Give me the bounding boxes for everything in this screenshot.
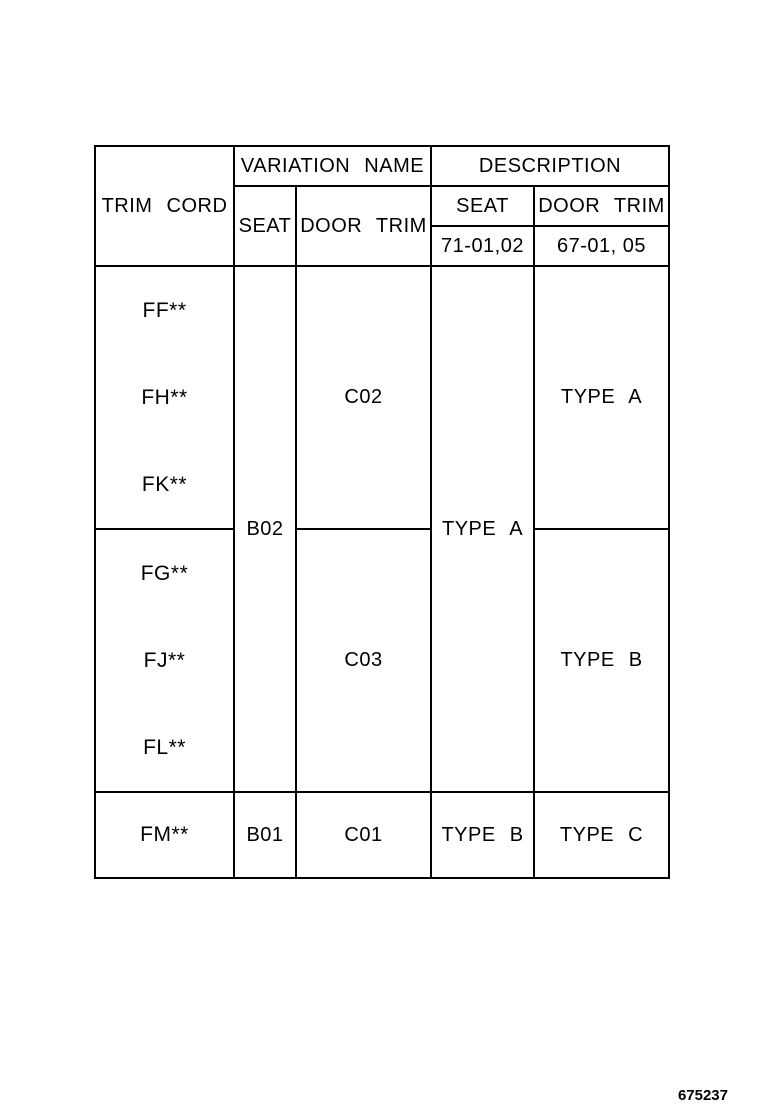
seat-part-number: 71-01,02 <box>431 226 534 266</box>
trim-code: FH** <box>141 386 188 409</box>
door-trim-variation-last: C01 <box>296 792 431 878</box>
trim-code-last: FM** <box>95 792 234 878</box>
shared-seat-type: TYPE A <box>431 266 534 792</box>
door-trim-part-number: 67-01, 05 <box>534 226 669 266</box>
drawing-id: 675237 <box>677 1087 728 1104</box>
door-trim-type-group-2: TYPE B <box>534 529 669 792</box>
variation-door-trim-header: DOOR TRIM <box>296 186 431 266</box>
header-row-1 <box>95 146 669 186</box>
trim-code: FG** <box>140 562 189 585</box>
door-trim-type-last: TYPE C <box>534 792 669 878</box>
trim-code: FJ** <box>143 649 186 672</box>
trim-code: FF** <box>142 299 187 322</box>
variation-seat-header: SEAT <box>234 186 296 266</box>
trim-code: FL** <box>143 736 186 759</box>
trim-code-cell-group-1 <box>95 266 234 529</box>
seat-variation-last: B01 <box>234 792 296 878</box>
description-seat-header: SEAT <box>431 186 534 226</box>
trim-code-cell-group-2 <box>95 529 234 792</box>
door-trim-variation-group-2: C03 <box>296 529 431 792</box>
trim-cord-header: TRIM CORD <box>95 146 234 266</box>
variation-name-header: VARIATION NAME <box>234 146 431 186</box>
description-header: DESCRIPTION <box>431 146 669 186</box>
shared-seat-variation: B02 <box>234 266 296 792</box>
description-door-trim-header: DOOR TRIM <box>534 186 669 226</box>
last-row <box>95 792 669 878</box>
group-row-2 <box>95 529 669 792</box>
trim-variation-table-wrapper <box>94 145 668 871</box>
trim-code: FK** <box>141 473 188 496</box>
trim-variation-table <box>94 145 670 879</box>
group-row-1 <box>95 266 669 529</box>
door-trim-type-group-1: TYPE A <box>534 266 669 529</box>
seat-type-last: TYPE B <box>431 792 534 878</box>
door-trim-variation-group-1: C02 <box>296 266 431 529</box>
